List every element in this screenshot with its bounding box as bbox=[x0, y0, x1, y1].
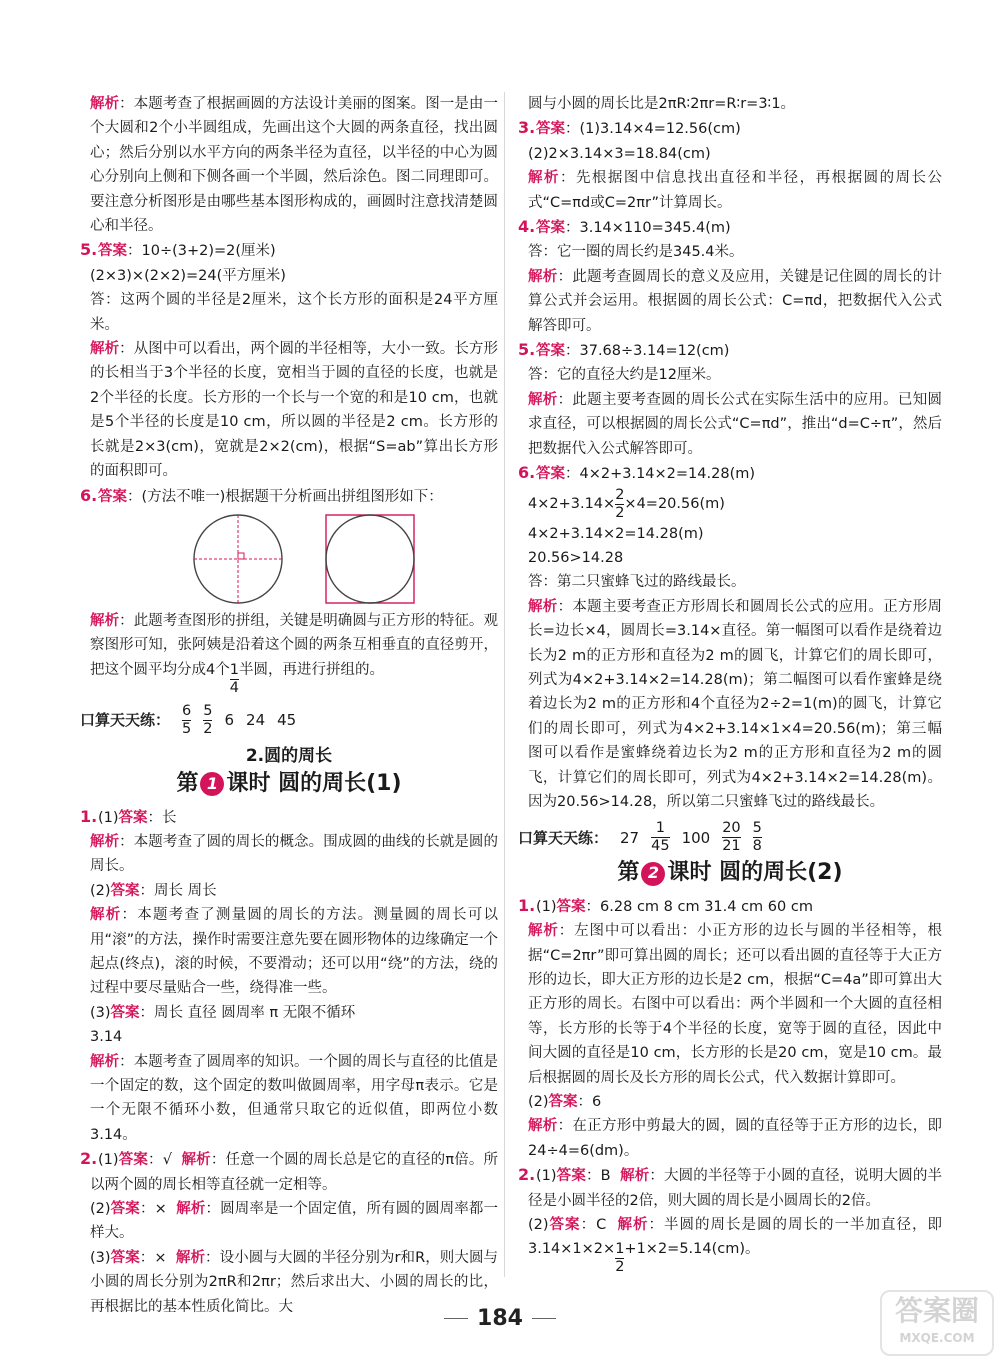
analysis-4: 解析：本题考查了根据画圆的方法设计美丽的图案。图一是由一个大圆和2个小半圆组成，先画出这个大圆的两条直径，找出圆心；然后分别以水平方向的两条半径为直径，以半径的中心为圆心分别向上侧和下侧各画一个半圆，然后涂色。图二同理即可。要注意分析图形是由哪些基本图形构成的，画圆时注意找清楚圆心和半径。 bbox=[90, 96, 499, 235]
l1-q1-3: (3)答案：周长 直径 圆周率 π 无限不循环 bbox=[90, 1004, 356, 1021]
question-6-right: 6.答案：4×2+3.14×2=14.28(m) bbox=[518, 463, 756, 483]
watermark-logo: 答案圈 MXQE.COM bbox=[880, 1290, 994, 1356]
l1-q2-2: (2)答案：× 解析：圆周率是一个固定值，所有圆的圆周率都一样大。 bbox=[90, 1201, 499, 1242]
l1-q1-1-analysis: 解析：本题考查了圆的周长的概念。围成圆的曲线的长就是圆的周长。 bbox=[90, 833, 499, 875]
circle-figure bbox=[192, 513, 284, 605]
q6-analysis: 解析：此题考查图形的拼组，关键是明确圆与正方形的特征。观察图形可知，张阿姨是沿着这个圆的两条互相垂直的直径剪开，把这个圆平均分成4个 $\frac{1}{4}$ 半圆，再进行拼组的。 bbox=[90, 612, 499, 696]
lesson-number-badge: 2 bbox=[641, 862, 665, 886]
q5-analysis: 解析：从图中可以看出，两个圆的半径相等，大小一致。长方形的长相当于3个半径的长度，宽相当于圆的直径的长度，也就是2个半径的长度。长方形的一个长与一个宽的和是10 cm，也就是5个半径的长度是10 cm，所以圆的半径是2 cm。长方形的长就是2×3(cm)，宽就是2×2(cm)，根据“S=ab”算出长方形的面积即可。 bbox=[90, 341, 499, 480]
continuation-text: 圆与小圆的周长比是2πR∶2πr=R∶r=3∶1。 bbox=[528, 96, 796, 112]
q6r-line3: 4×2+3.14×2=14.28(m) bbox=[528, 525, 704, 542]
fraction: $\frac{1}{4}$ bbox=[229, 661, 239, 696]
q6-figures bbox=[80, 513, 498, 605]
fraction: $\frac{5}{2}$ bbox=[203, 702, 213, 737]
l1-q1-3-value: 3.14 bbox=[90, 1029, 123, 1046]
q6r-line2: 4×2+3.14× $\frac{2}{2}$ ×4=20.56(m) bbox=[528, 486, 725, 521]
q6r-line5: 答：第二只蜜蜂飞过的路线最长。 bbox=[528, 574, 746, 591]
question-6: 6.答案：(方法不唯一)根据题干分析画出拼组图形如下： bbox=[80, 485, 443, 505]
question-5: 5.答案：10÷(3+2)=2(厘米) bbox=[80, 240, 276, 260]
fraction: $\frac{20}{21}$ bbox=[722, 820, 741, 855]
fraction: $\frac{6}{5}$ bbox=[182, 702, 192, 737]
l2-q2-1: 2.(1)答案：B 解析：大圆的半径等于小圆的直径，说明大圆的半径是小圆半径的2倍，则大圆的周长是小圆周长的2倍。 bbox=[518, 1165, 943, 1209]
l1-q1-3-analysis: 解析：本题考查了圆周率的知识。一个圆的周长与直径的比值是一个固定的数，这个固定的数叫做圆周率，用字母π表示。它是一个无限不循环小数，但通常只取它的近似值，即两位小数3.14。 bbox=[90, 1053, 499, 1143]
section-title: 2.圆的周长 bbox=[245, 745, 333, 766]
fraction: $\frac{1}{2}$ bbox=[615, 1241, 625, 1276]
l2-q2-2: (2)答案：C 解析：半圆的周长是圆的周长的一半加直径，即3.14×1×2× $\frac{1}{2}$ +1×2=5.14(cm)。 bbox=[528, 1217, 943, 1276]
question-4: 4.答案：3.14×110=345.4(m) bbox=[518, 217, 731, 237]
l2-q1-2-analysis: 解析：在正方形中剪最大的圆，圆的直径等于正方形的边长，即24÷4=6(dm)。 bbox=[528, 1118, 942, 1159]
question-5-right: 5.答案：37.68÷3.14=12(cm) bbox=[518, 340, 730, 360]
l1-q2-3: (3)答案：× 解析：设小圆与大圆的半径分别为r和R，则大圆与小圆的周长分别为2πR和2πr；然后求出大、小圆的周长的比，再根据比的基本性质化简比。大 bbox=[90, 1249, 499, 1315]
lesson-title-1: 第 1 课时 圆的周长(1) bbox=[176, 771, 402, 797]
lesson-number-badge: 1 bbox=[200, 772, 224, 796]
column-divider bbox=[504, 92, 505, 1277]
l1-q1-2-analysis: 解析：本题考查了测量圆的周长的方法。测量圆的周长可以用“滚”的方法，操作时需要注意先要在圆形物体的边缘确定一个起点(终点)，滚的时候，不要滑动；还可以用“绕”的方法，绕的过程中要尽量贴合一些，绕得准一些。 bbox=[90, 907, 499, 997]
fraction: $\frac{2}{2}$ bbox=[615, 486, 625, 521]
q3-line2: (2)2×3.14×3=18.84(cm) bbox=[528, 145, 711, 162]
question-3: 3.答案：(1)3.14×4=12.56(cm) bbox=[518, 118, 741, 138]
page-dash-right bbox=[532, 1318, 556, 1319]
page-number: 184 bbox=[477, 1306, 523, 1331]
q3-analysis: 解析：先根据图中信息找出直径和半径，再根据圆的周长公式“C=πd或C=2πr”计算周长。 bbox=[528, 170, 943, 211]
fraction: $\frac{1}{45}$ bbox=[651, 820, 670, 855]
q5r-analysis: 解析：此题主要考查圆的周长公式在实际生活中的应用。已知圆求直径，可以根据圆的周长公式“C=πd”，推出“d=C÷π”，然后把数据代入公式解答即可。 bbox=[528, 391, 942, 457]
q5r-line2: 答：它的直径大约是12厘米。 bbox=[528, 367, 721, 384]
q6r-analysis: 解析：本题主要考查正方形周长和圆周长公式的应用。正方形周长=边长×4，圆周长=3.14×直径。第一幅图可以看作是绕着边长为2 m的正方形和直径为2 m的圆飞，计算它们的周长即可，列式为4×2+3.14×2=14.28(m)；第二幅图可以看作蜜蜂是绕着边长为2 m的正方形和4个直径为2÷2=1(m)的圆飞，计算它们的周长即可，列式为4×2+3.14×1×4=20.56(m)；第三幅图可以看作是蜜蜂绕着边长为2 m的正方形和直径为2 m的圆飞，计算它们的周长即可，列式为4×2+3.14×2=14.28(m)。因为20.56>14.28，所以第二只蜜蜂飞过的路线最长。 bbox=[528, 598, 942, 810]
lesson-title-2: 第 2 课时 圆的周长(2) bbox=[617, 860, 843, 886]
l2-q1-1-analysis: 解析：左图中可以看出：小正方形的边长与圆的半径相等，根据“C=2πr”即可算出圆的周长；还可以看出圆的直径等于大正方形的边长，即大正方形的边长是2 cm，根据“C=4a”即可算出大正方形的周长。右图中可以看出：两个半圆和一个大圆的直径相等，长方形的长等于4个半径的长度，宽等于圆的直径，因此中间大圆的直径是10 cm，长方形的长是20 cm，宽是10 cm。最后根据圆的周长及长方形的周长公式，代入数据计算即可。 bbox=[528, 923, 943, 1086]
l2-q1-1: 1.(1)答案：6.28 cm 8 cm 31.4 cm 60 cm bbox=[518, 895, 813, 915]
l1-q2-1: 2.(1)答案：√ 解析：任意一个圆的周长总是它的直径的π倍。所以两个圆的周长相等直径就一定相等。 bbox=[80, 1149, 499, 1193]
square-quarter-circles-figure bbox=[324, 513, 416, 605]
l1-q1-2: (2)答案：周长 周长 bbox=[90, 882, 217, 899]
right-column bbox=[518, 92, 942, 1276]
q4-line2: 答：它一圈的周长约是345.4米。 bbox=[528, 244, 744, 261]
l1-q1-1: 1.(1)答案：长 bbox=[80, 806, 177, 826]
left-column bbox=[80, 92, 498, 1319]
q6r-line4: 20.56>14.28 bbox=[528, 549, 624, 566]
q5-line3: 答：这两个圆的半径是2厘米，这个长方形的面积是24平方厘米。 bbox=[90, 292, 498, 333]
kousuan-row-left: 口算天天练： $\frac{6}{5}$ $\frac{5}{2}$ 6 24 45 bbox=[80, 702, 297, 737]
fraction: $\frac{5}{8}$ bbox=[752, 820, 762, 855]
q4-analysis: 解析：此题考查圆周长的意义及应用，关键是记住圆的周长的计算公式并会运用。根据圆的周长公式：C=πd，把数据代入公式解答即可。 bbox=[528, 268, 942, 334]
kousuan-row-right: 口算天天练： 27 $\frac{1}{45}$ 100 $\frac{20}{21}$ $\frac{5}{8}$ bbox=[518, 820, 762, 855]
l2-q1-2: (2)答案：6 bbox=[528, 1094, 602, 1111]
q5-line2: (2×3)×(2×2)=24(平方厘米) bbox=[90, 267, 286, 284]
